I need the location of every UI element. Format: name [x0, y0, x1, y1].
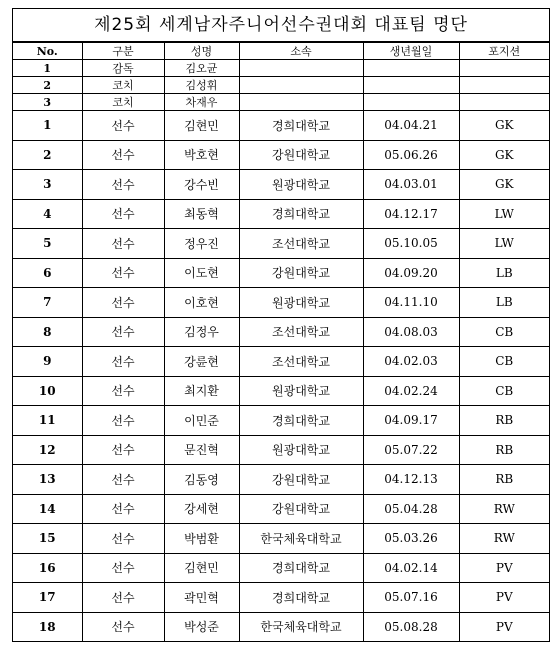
cell-position: RB: [459, 465, 549, 495]
cell-birthdate: 04.03.01: [363, 170, 459, 200]
header-birthdate: 생년월일: [363, 43, 459, 60]
cell-birthdate: 05.07.16: [363, 583, 459, 613]
cell-position: GK: [459, 140, 549, 170]
cell-division: 선수: [82, 140, 164, 170]
cell-name: 문진혁: [164, 435, 239, 465]
player-row: [13, 376, 549, 406]
cell-division: 선수: [82, 288, 164, 318]
cell-division: 선수: [82, 494, 164, 524]
cell-division: 선수: [82, 435, 164, 465]
cell-affiliation: 강원대학교: [239, 258, 363, 288]
cell-name: 이도현: [164, 258, 239, 288]
cell-position: CB: [459, 317, 549, 347]
cell-division: 선수: [82, 612, 164, 641]
cell-affiliation: 원광대학교: [239, 288, 363, 318]
cell-birthdate: 05.04.28: [363, 494, 459, 524]
cell-name: 이호현: [164, 288, 239, 318]
player-row: [13, 288, 549, 318]
cell-affiliation: 원광대학교: [239, 170, 363, 200]
cell-affiliation: 강원대학교: [239, 465, 363, 495]
cell-no: 2: [13, 77, 82, 94]
header-affiliation: 소속: [239, 43, 363, 60]
player-row: [13, 406, 549, 436]
player-row: [13, 140, 549, 170]
cell-position: [459, 94, 549, 111]
cell-affiliation: 원광대학교: [239, 435, 363, 465]
cell-no: 4: [13, 199, 82, 229]
cell-name: 김현민: [164, 111, 239, 141]
cell-no: 16: [13, 553, 82, 583]
cell-birthdate: 05.10.05: [363, 229, 459, 259]
cell-birthdate: 04.08.03: [363, 317, 459, 347]
document-title: 제25회 세계남자주니어선수권대회 대표팀 명단: [13, 9, 549, 42]
cell-position: LW: [459, 199, 549, 229]
cell-position: GK: [459, 170, 549, 200]
cell-position: PV: [459, 612, 549, 641]
cell-division: 선수: [82, 583, 164, 613]
cell-birthdate: 04.12.17: [363, 199, 459, 229]
cell-no: 11: [13, 406, 82, 436]
cell-affiliation: 원광대학교: [239, 376, 363, 406]
cell-name: 강수빈: [164, 170, 239, 200]
cell-name: 박범환: [164, 524, 239, 554]
cell-affiliation: 조선대학교: [239, 229, 363, 259]
cell-division: 선수: [82, 111, 164, 141]
cell-affiliation: 조선대학교: [239, 317, 363, 347]
header-row: [13, 43, 549, 60]
cell-division: 선수: [82, 199, 164, 229]
player-row: [13, 111, 549, 141]
player-row: [13, 258, 549, 288]
header-position: 포지션: [459, 43, 549, 60]
cell-position: LW: [459, 229, 549, 259]
cell-position: LB: [459, 258, 549, 288]
cell-no: 13: [13, 465, 82, 495]
cell-birthdate: 04.02.24: [363, 376, 459, 406]
cell-affiliation: 경희대학교: [239, 199, 363, 229]
cell-position: RW: [459, 524, 549, 554]
player-row: [13, 435, 549, 465]
cell-no: 10: [13, 376, 82, 406]
cell-name: 강륜현: [164, 347, 239, 377]
cell-name: 김성휘: [164, 77, 239, 94]
cell-affiliation: 조선대학교: [239, 347, 363, 377]
cell-division: 선수: [82, 258, 164, 288]
cell-division: 선수: [82, 553, 164, 583]
roster-sheet: [12, 8, 550, 642]
cell-no: 3: [13, 94, 82, 111]
cell-division: 코치: [82, 94, 164, 111]
cell-no: 18: [13, 612, 82, 641]
cell-division: 선수: [82, 317, 164, 347]
cell-name: 김오균: [164, 60, 239, 77]
cell-no: 3: [13, 170, 82, 200]
staff-row: [13, 60, 549, 77]
cell-affiliation: 한국체육대학교: [239, 612, 363, 641]
player-row: [13, 583, 549, 613]
cell-position: LB: [459, 288, 549, 318]
cell-position: RB: [459, 406, 549, 436]
cell-division: 선수: [82, 465, 164, 495]
cell-no: 14: [13, 494, 82, 524]
cell-division: 선수: [82, 347, 164, 377]
header-name: 성명: [164, 43, 239, 60]
cell-no: 7: [13, 288, 82, 318]
cell-division: 선수: [82, 229, 164, 259]
cell-name: 차재우: [164, 94, 239, 111]
cell-birthdate: 05.08.28: [363, 612, 459, 641]
cell-name: 최지환: [164, 376, 239, 406]
cell-birthdate: 04.09.17: [363, 406, 459, 436]
cell-birthdate: 04.12.13: [363, 465, 459, 495]
cell-position: CB: [459, 376, 549, 406]
cell-no: 8: [13, 317, 82, 347]
cell-division: 선수: [82, 170, 164, 200]
cell-no: 15: [13, 524, 82, 554]
cell-affiliation: 한국체육대학교: [239, 524, 363, 554]
cell-name: 최동혁: [164, 199, 239, 229]
cell-division: 감독: [82, 60, 164, 77]
cell-name: 김동영: [164, 465, 239, 495]
cell-birthdate: 05.03.26: [363, 524, 459, 554]
cell-birthdate: 05.07.22: [363, 435, 459, 465]
cell-position: GK: [459, 111, 549, 141]
cell-position: RB: [459, 435, 549, 465]
cell-position: [459, 77, 549, 94]
cell-affiliation: 강원대학교: [239, 140, 363, 170]
cell-birthdate: 04.04.21: [363, 111, 459, 141]
player-row: [13, 170, 549, 200]
cell-birthdate: [363, 60, 459, 77]
cell-birthdate: 04.02.03: [363, 347, 459, 377]
cell-position: PV: [459, 583, 549, 613]
staff-row: [13, 94, 549, 111]
cell-name: 이민준: [164, 406, 239, 436]
player-row: [13, 199, 549, 229]
cell-birthdate: 05.06.26: [363, 140, 459, 170]
cell-name: 정우진: [164, 229, 239, 259]
cell-no: 9: [13, 347, 82, 377]
cell-name: 강세현: [164, 494, 239, 524]
player-row: [13, 347, 549, 377]
cell-birthdate: 04.09.20: [363, 258, 459, 288]
player-row: [13, 465, 549, 495]
cell-affiliation: 경희대학교: [239, 583, 363, 613]
cell-no: 5: [13, 229, 82, 259]
cell-affiliation: 경희대학교: [239, 406, 363, 436]
cell-affiliation: 경희대학교: [239, 111, 363, 141]
player-row: [13, 494, 549, 524]
cell-birthdate: 04.02.14: [363, 553, 459, 583]
player-row: [13, 612, 549, 641]
cell-no: 1: [13, 111, 82, 141]
player-row: [13, 317, 549, 347]
cell-name: 박성준: [164, 612, 239, 641]
cell-division: 선수: [82, 376, 164, 406]
cell-birthdate: 04.11.10: [363, 288, 459, 318]
cell-division: 선수: [82, 406, 164, 436]
player-row: [13, 553, 549, 583]
cell-no: 6: [13, 258, 82, 288]
cell-affiliation: [239, 60, 363, 77]
staff-row: [13, 77, 549, 94]
player-row: [13, 229, 549, 259]
cell-birthdate: [363, 77, 459, 94]
cell-position: [459, 60, 549, 77]
cell-no: 17: [13, 583, 82, 613]
cell-position: CB: [459, 347, 549, 377]
header-no: No.: [13, 43, 82, 60]
cell-position: RW: [459, 494, 549, 524]
cell-no: 2: [13, 140, 82, 170]
cell-no: 1: [13, 60, 82, 77]
cell-no: 12: [13, 435, 82, 465]
cell-name: 김현민: [164, 553, 239, 583]
cell-position: PV: [459, 553, 549, 583]
cell-name: 박호현: [164, 140, 239, 170]
cell-affiliation: 경희대학교: [239, 553, 363, 583]
cell-affiliation: [239, 77, 363, 94]
cell-division: 코치: [82, 77, 164, 94]
roster-table: [13, 42, 549, 641]
header-division: 구분: [82, 43, 164, 60]
cell-birthdate: [363, 94, 459, 111]
cell-division: 선수: [82, 524, 164, 554]
cell-affiliation: 강원대학교: [239, 494, 363, 524]
player-row: [13, 524, 549, 554]
cell-name: 김정우: [164, 317, 239, 347]
cell-name: 곽민혁: [164, 583, 239, 613]
cell-affiliation: [239, 94, 363, 111]
